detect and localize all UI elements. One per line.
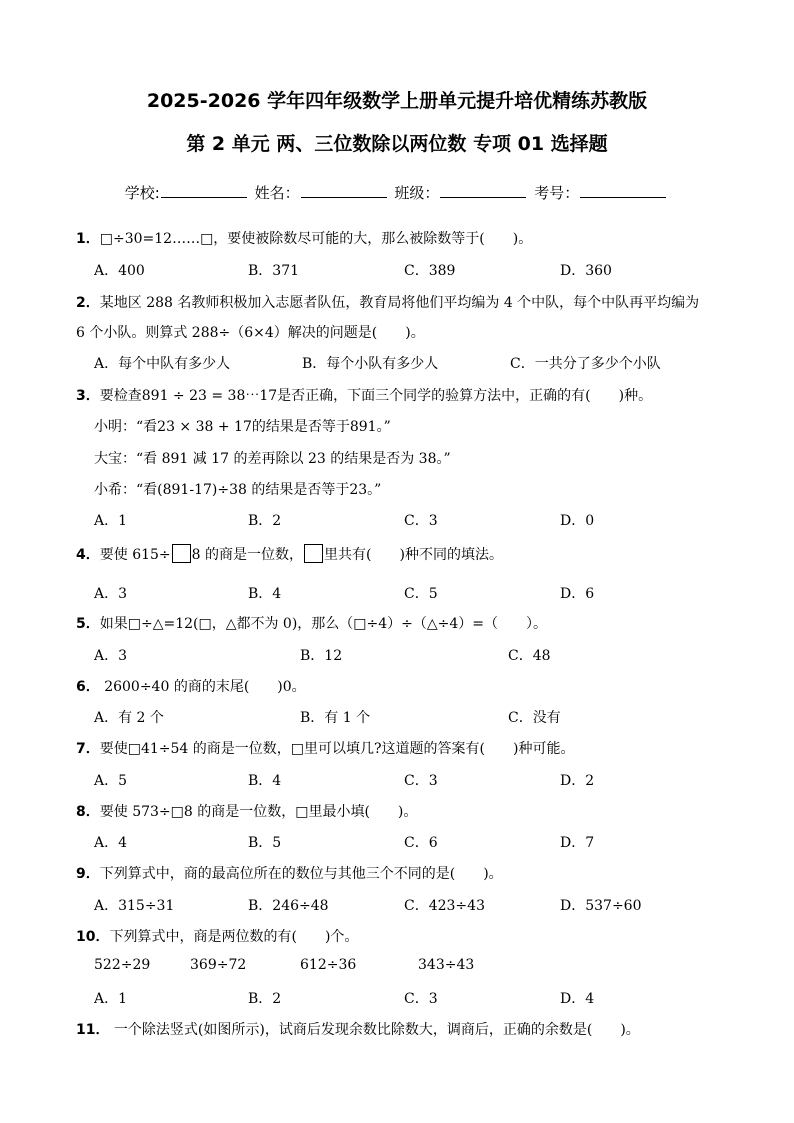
question-9 [76,863,503,883]
option-c[interactable]: C．3 [404,513,438,529]
name-blank[interactable] [301,183,387,198]
blank-box [172,544,191,563]
exam-number-blank[interactable] [580,183,666,198]
question-text: 要使□41÷54 的商是一位数，□里可以填几?这道题的答案有( )种可能。 [99,741,575,757]
school-blank[interactable] [161,183,247,198]
question-text-part2: 8 的商是一位数， [191,547,304,563]
student-info-row [0,182,794,203]
question-number: 4． [76,547,100,563]
question-text: 某地区 288 名教师积极加入志愿者队伍，教育局将他们平均编为 4 个中队，每个中队再平均编为 [99,295,700,311]
option-c[interactable]: C．48 [508,648,551,664]
expression: 343÷43 [418,957,475,973]
option-d[interactable]: D．4 [560,991,595,1007]
option-b[interactable]: B．371 [248,263,300,279]
question-11 [76,1019,640,1039]
question-number: 10． [76,929,110,945]
option-b[interactable]: B．4 [248,586,282,602]
blank-box [304,544,323,563]
question-4 [76,544,503,564]
question-7 [76,738,574,758]
question-number: 11． [76,1022,110,1038]
option-c[interactable]: C．3 [404,991,438,1007]
expression: 612÷36 [300,957,357,973]
option-a[interactable]: A．1 [94,991,128,1007]
question-text: 如果□÷△=12(□，△都不为 0)，那么（□÷4）÷（△÷4）=（ ）。 [99,616,548,632]
option-b[interactable]: B．12 [300,648,343,664]
option-d[interactable]: D．537÷60 [560,898,642,914]
option-b[interactable]: B．2 [248,991,282,1007]
question-2-continued: 6 个小队。则算式 288÷（6×4）解决的问题是( )。 [76,325,425,341]
expression: 522÷29 [94,957,151,973]
question-8 [76,801,417,821]
option-d[interactable]: D．0 [560,513,595,529]
option-d[interactable]: D．2 [560,773,595,789]
statement-xiaoming: 小明：“看23 × 38 + 17的结果是否等于891。” [94,419,391,435]
option-d[interactable]: D．7 [560,835,595,851]
question-number: 9． [76,866,100,882]
question-number: 5． [76,616,100,632]
question-number: 2． [76,295,100,311]
option-b[interactable]: B．2 [248,513,282,529]
expression: 369÷72 [190,957,247,973]
question-10 [76,926,358,946]
option-b[interactable]: B．有 1 个 [300,710,371,726]
statement-dabao: 大宝：“看 891 减 17 的差再除以 23 的结果是否为 38。” [94,451,451,467]
question-text: 要使 573÷□8 的商是一位数，□里最小填( )。 [99,804,418,820]
question-text: □÷30=12……□，要使被除数尽可能的大，那么被除数等于( )。 [99,231,533,247]
question-text: 下列算式中，商是两位数的有( )个。 [109,929,359,945]
option-a[interactable]: A．4 [94,835,128,851]
option-a[interactable]: A．每个中队有多少人 [94,356,231,372]
option-a[interactable]: A．400 [94,263,145,279]
name-label: 姓名： [254,184,300,202]
question-number: 8． [76,804,100,820]
option-a[interactable]: A．3 [94,586,128,602]
class-label: 班级： [394,184,440,202]
option-d[interactable]: D．360 [560,263,612,279]
question-number: 1． [76,231,100,247]
question-text: 2600÷40 的商的末尾( )0。 [99,679,306,695]
question-text: 要检查891 ÷ 23 = 38⋯17是否正确，下面三个同学的验算方法中，正确的有( )种。 [99,388,653,404]
exam-number-label: 考号： [534,184,580,202]
worksheet-subtitle: 第 2 单元 两、三位数除以两位数 专项 01 选择题 [186,133,608,155]
option-c[interactable]: C．一共分了多少个小队 [510,356,661,372]
option-c[interactable]: C．3 [404,773,438,789]
question-text: 一个除法竖式(如图所示)，试商后发现余数比除数大，调商后，正确的余数是( )。 [109,1022,640,1038]
worksheet-title: 2025-2026 学年四年级数学上册单元提升培优精练苏教版 [146,90,648,112]
question-number: 6． [76,679,100,695]
option-c[interactable]: C．没有 [508,710,561,726]
question-6 [76,676,306,696]
option-b[interactable]: B．246÷48 [248,898,329,914]
option-d[interactable]: D．6 [560,586,595,602]
question-number: 7． [76,741,100,757]
question-3 [76,385,652,405]
statement-xiaoxi: 小希：“看(891-17)÷38 的结果是否等于23。” [94,482,382,498]
school-label: 学校: [124,184,160,202]
option-c[interactable]: C．6 [404,835,438,851]
option-a[interactable]: A．有 2 个 [94,710,164,726]
option-c[interactable]: C．423÷43 [404,898,485,914]
option-b[interactable]: B．5 [248,835,282,851]
option-b[interactable]: B．每个小队有多少人 [302,356,439,372]
option-b[interactable]: B．4 [248,773,282,789]
option-a[interactable]: A．3 [94,648,128,664]
option-c[interactable]: C．5 [404,586,438,602]
option-a[interactable]: A．315÷31 [94,898,175,914]
question-1 [76,228,532,248]
class-blank[interactable] [440,183,526,198]
question-number: 3． [76,388,100,404]
question-text: 下列算式中，商的最高位所在的数位与其他三个不同的是( )。 [99,866,503,882]
question-text-part3: 里共有( )种不同的填法。 [324,547,503,563]
option-a[interactable]: A．5 [94,773,128,789]
option-a[interactable]: A．1 [94,513,128,529]
question-5 [76,613,547,633]
question-text-part1: 要使 615÷ [99,547,171,563]
question-2 [76,292,699,312]
option-c[interactable]: C．389 [404,263,456,279]
